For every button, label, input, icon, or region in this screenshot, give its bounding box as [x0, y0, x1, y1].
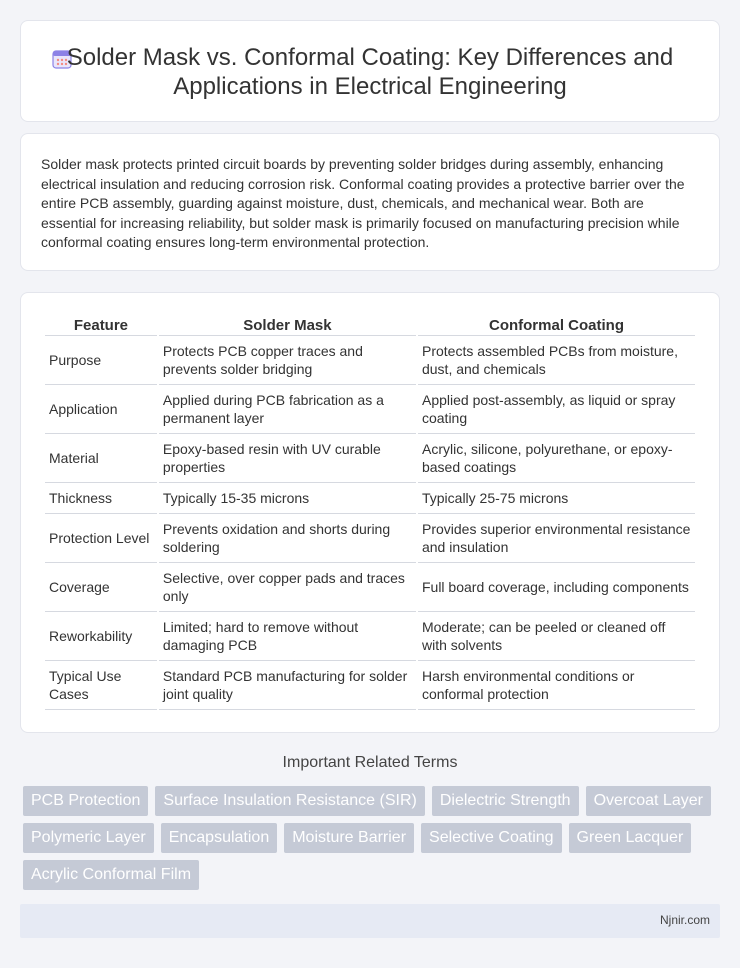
footer [20, 904, 720, 938]
header-card [20, 20, 720, 122]
related-term-tag[interactable]: Surface Insulation Resistance (SIR) [155, 786, 424, 816]
table-cell: Typically 15-35 microns [159, 483, 416, 514]
table-cell: Epoxy-based resin with UV curable properties [159, 434, 416, 483]
related-term-tag[interactable]: Encapsulation [161, 823, 278, 853]
related-term-tag[interactable]: Moisture Barrier [284, 823, 414, 853]
table-cell: Harsh environmental conditions or conformal protection [418, 661, 695, 710]
table-cell: Acrylic, silicone, polyurethane, or epoxy-based coatings [418, 434, 695, 483]
column-header: Solder Mask [159, 314, 416, 336]
table-cell: Moderate; can be peeled or cleaned off with solvents [418, 612, 695, 661]
table-cell: Purpose [45, 336, 157, 385]
table-cell: Prevents oxidation and shorts during soldering [159, 514, 416, 563]
table-cell: Protects assembled PCBs from moisture, dust, and chemicals [418, 336, 695, 385]
table-cell: Typically 25-75 microns [418, 483, 695, 514]
table-cell: Material [45, 434, 157, 483]
related-term-tag[interactable]: Acrylic Conformal Film [23, 860, 199, 890]
table-cell: Selective, over copper pads and traces only [159, 563, 416, 612]
table-row [45, 514, 695, 563]
table-cell: Standard PCB manufacturing for solder joint quality [159, 661, 416, 710]
table-row [45, 434, 695, 483]
table-row [45, 563, 695, 612]
footer-site-link[interactable]: Njnir.com [659, 913, 710, 927]
comparison-table-card [20, 292, 720, 733]
comparison-table [43, 314, 697, 710]
page-title: Solder Mask vs. Conformal Coating: Key Differences and Applications in Electrical Engineering [66, 44, 674, 100]
table-cell: Coverage [45, 563, 157, 612]
column-header: Conformal Coating [418, 314, 695, 336]
related-term-tag[interactable]: PCB Protection [23, 786, 148, 816]
related-term-tag[interactable]: Selective Coating [421, 823, 562, 853]
table-row [45, 483, 695, 514]
related-term-tag[interactable]: Dielectric Strength [432, 786, 579, 816]
table-cell: Protects PCB copper traces and prevents solder bridging [159, 336, 416, 385]
column-header: Feature [45, 314, 157, 336]
table-cell: Reworkability [45, 612, 157, 661]
table-cell: Applied during PCB fabrication as a permanent layer [159, 385, 416, 434]
summary-paragraph: Solder mask protects printed circuit boards by preventing solder bridges during assembly, enhancing electrical insulation and reducing corrosion risk. Conformal coating provides a protective barrier over the entire PCB assembly, guarding against moisture, dust, chemicals, and mechanical wear. Both are essential for increasing reliability, but solder mask is primarily focused on manufacturing precision while conformal coating ensures long-term environmental protection. [41, 156, 685, 251]
table-row [45, 385, 695, 434]
table-cell: Limited; hard to remove without damaging PCB [159, 612, 416, 661]
related-term-tag[interactable]: Polymeric Layer [23, 823, 154, 853]
table-cell: Applied post-assembly, as liquid or spray coating [418, 385, 695, 434]
summary-card [20, 133, 720, 271]
related-terms-heading: Important Related Terms [282, 754, 458, 771]
table-cell: Thickness [45, 483, 157, 514]
table-row [45, 336, 695, 385]
table-cell: Provides superior environmental resistance and insulation [418, 514, 695, 563]
table-cell: Application [45, 385, 157, 434]
table-cell: Full board coverage, including components [418, 563, 695, 612]
table-header-row [45, 314, 695, 336]
table-cell: Typical Use Cases [45, 661, 157, 710]
related-term-tag[interactable]: Green Lacquer [569, 823, 692, 853]
table-cell: Protection Level [45, 514, 157, 563]
table-row [45, 661, 695, 710]
related-term-tag[interactable]: Overcoat Layer [586, 786, 711, 816]
related-terms-list [23, 786, 723, 890]
table-row [45, 612, 695, 661]
